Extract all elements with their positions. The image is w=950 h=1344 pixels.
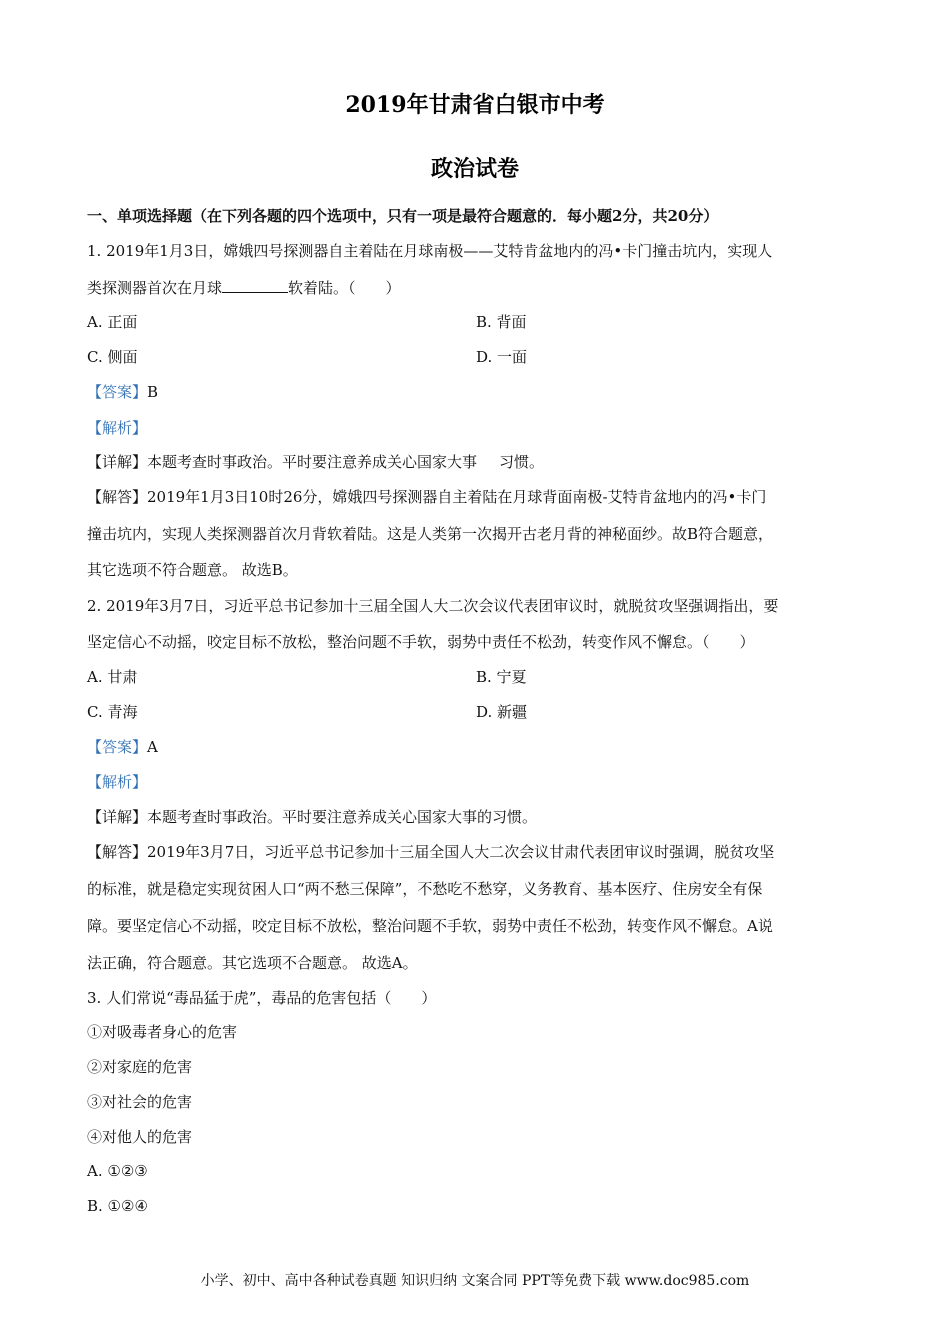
- q2-answer: [87, 737, 158, 757]
- q2-answer-tag: 【答案】: [87, 738, 148, 756]
- q1-stem-line2: [87, 278, 401, 298]
- q1-analysis-tag: 【解析】: [87, 419, 148, 437]
- q1-answer-tag: 【答案】: [87, 383, 148, 401]
- q1-detail: [87, 452, 544, 472]
- q2-stem-line1: 2. 2019年3月7日，习近平总书记参加十三届全国人大二次会议代表团审议时，就脱贫攻坚强调指出，要: [87, 597, 779, 615]
- q1-solution-line1: 【解答】2019年1月3日10时26分，嫦娥四号探测器自主着陆在月球背面南极-艾特肯盆地内的冯•卡门: [87, 488, 767, 506]
- page-title: 2019年甘肃省白银市中考: [345, 92, 605, 118]
- q2-solution-line4: 法正确，符合题意。其它选项不合题意。 故选A。: [87, 954, 418, 972]
- q1-option-d: D. 一面: [476, 348, 528, 366]
- page-footer: 小学、初中、高中各种试卷真题 知识归纳 文案合同 PPT等免费下载 www.doc985.com: [200, 1273, 750, 1289]
- q1-option-b: B. 背面: [476, 313, 527, 331]
- q2-analysis-tag: 【解析】: [87, 773, 148, 791]
- q1-blank: [222, 278, 288, 293]
- q3-stem: 3. 人们常说“毒品猛于虎”，毒品的危害包括（ ）: [87, 989, 437, 1007]
- q2-solution-line2: 的标准，就是稳定实现贫困人口“两不愁三保障”，不愁吃不愁穿，义务教育、基本医疗、住房安全有保: [87, 880, 763, 898]
- q1-option-a: A. 正面: [87, 313, 138, 331]
- q2-answer-value: A: [147, 738, 158, 756]
- q1-stem-after-blank: 软着陆。（ ）: [288, 279, 401, 297]
- q2-option-b: B. 宁夏: [476, 668, 527, 686]
- q2-solution-line3: 障。要坚定信心不动摇，咬定目标不放松，整治问题不手软，弱势中责任不松劲，转变作风不懈怠。A说: [87, 917, 773, 935]
- q1-answer: [87, 382, 158, 402]
- q2-option-a: A. 甘肃: [87, 668, 138, 686]
- q2-detail: 【详解】本题考查时事政治。平时要注意养成关心国家大事的习惯。: [87, 808, 538, 826]
- q1-detail-text: 【详解】本题考查时事政治。平时要注意养成关心国家大事: [87, 453, 478, 471]
- q3-item-1: ①对吸毒者身心的危害: [87, 1023, 238, 1041]
- q3-option-b: B. ①②④: [87, 1197, 148, 1215]
- q2-option-c: C. 青海: [87, 703, 138, 721]
- q3-item-3: ③对社会的危害: [87, 1093, 193, 1111]
- q1-option-c: C. 侧面: [87, 348, 138, 366]
- q1-solution-line2: 撞击坑内，实现人类探测器首次月背软着陆。这是人类第一次揭开古老月背的神秘面纱。故B符合题意，: [87, 525, 774, 543]
- q1-stem-before-blank: 类探测器首次在月球: [87, 279, 223, 297]
- section-heading: 一、单项选择题（在下列各题的四个选项中，只有一项是最符合题意的．每小题2分，共20分）: [87, 207, 719, 225]
- q2-option-d: D. 新疆: [476, 703, 528, 721]
- q1-stem-line1: 1. 2019年1月3日，嫦娥四号探测器自主着陆在月球南极——艾特肯盆地内的冯•卡门撞击坑内，实现人: [87, 242, 773, 260]
- q3-item-2: ②对家庭的危害: [87, 1058, 193, 1076]
- q1-detail-tail: 习惯。: [499, 453, 545, 471]
- q2-stem-line2: 坚定信心不动摇，咬定目标不放松，整治问题不手软，弱势中责任不松劲，转变作风不懈怠。（ ）: [87, 633, 755, 651]
- q3-item-4: ④对他人的危害: [87, 1128, 193, 1146]
- q1-answer-value: B: [147, 383, 159, 401]
- q2-solution-line1: 【解答】2019年3月7日，习近平总书记参加十三届全国人大二次会议甘肃代表团审议时强调，脱贫攻坚: [87, 843, 775, 861]
- page-subtitle: 政治试卷: [430, 156, 519, 182]
- q3-option-a: A. ①②③: [87, 1162, 148, 1180]
- q1-solution-line3: 其它选项不符合题意。 故选B。: [87, 561, 298, 579]
